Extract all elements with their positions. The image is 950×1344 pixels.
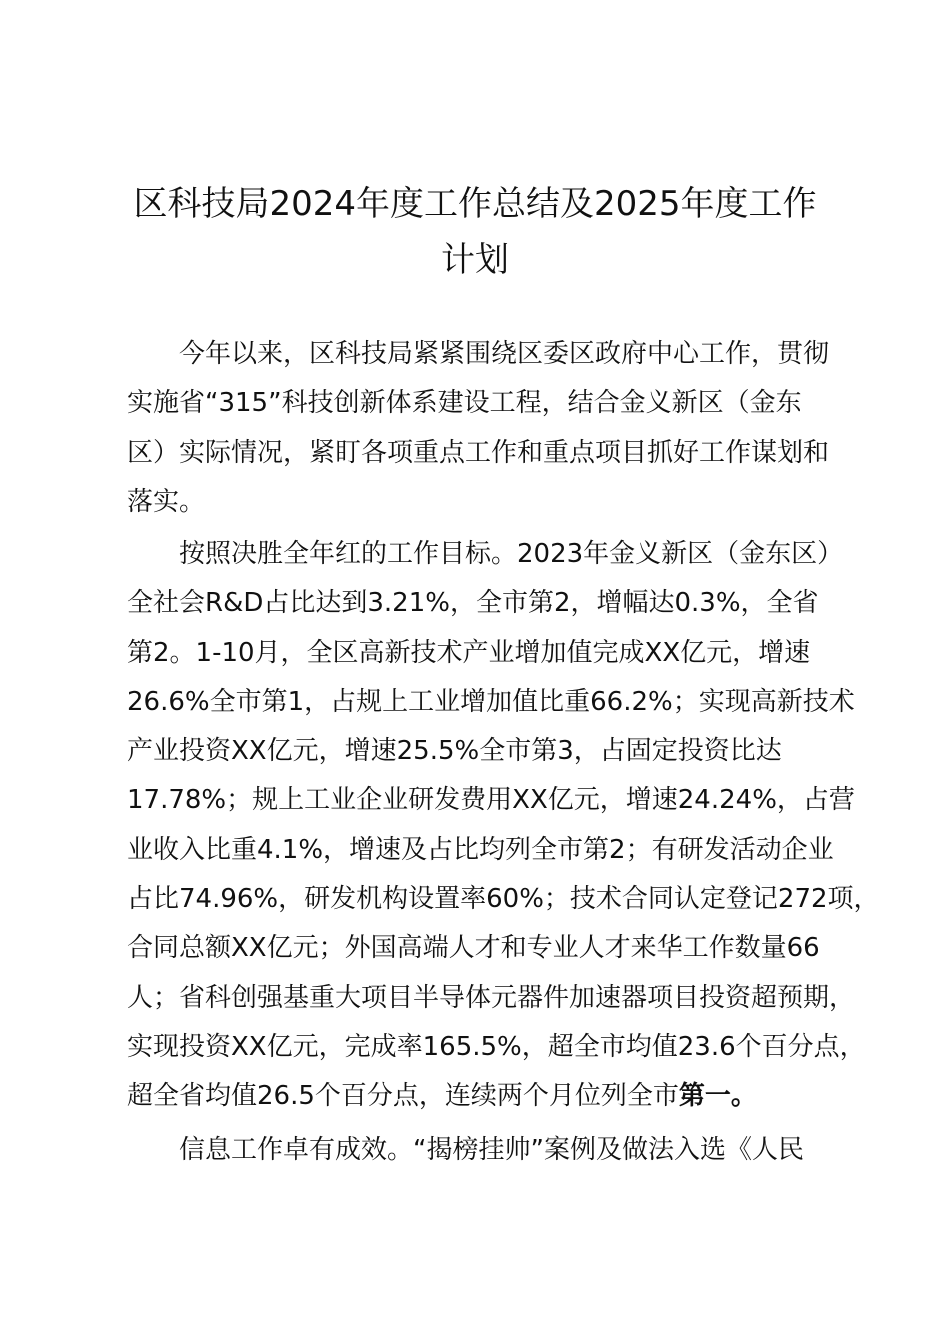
paragraph-line: 第2。1-10月，全区高新技术产业增加值完成XX亿元，增速 (127, 637, 811, 668)
document-title (120, 176, 830, 288)
paragraph-line: 人；省科创强基重大项目半导体元器件加速器项目投资超预期， (127, 982, 856, 1013)
paragraph-line-last (127, 1072, 837, 1121)
paragraph-line: 17.78%；规上工业企业研发费用XX亿元，增速24.24%，占营 (127, 785, 855, 816)
paragraph-line: 区）实际情况，紧盯各项重点工作和重点项目抓好工作谋划和 (127, 437, 830, 468)
bold-emphasis: 第一。 (678, 1081, 757, 1112)
paragraph-line: 全社会R&D占比达到3.21%，全市第2，增幅达0.3%，全省 (127, 588, 819, 619)
paragraph-intro (127, 330, 837, 527)
title-line: 计划 (441, 240, 509, 280)
paragraph-line: 按照决胜全年红的工作目标。2023年金义新区（金东区） (179, 539, 844, 569)
paragraph-line: 业收入比重4.1%，增速及占比均列全市第2；有研发活动企业 (127, 834, 834, 865)
paragraph-line: 今年以来，区科技局紧紧围绕区委区政府中心工作，贯彻 (179, 339, 830, 369)
paragraph-line: 信息工作卓有成效。“揭榜挂帅”案例及做法入选《人民 (179, 1135, 804, 1165)
paragraph-line: 合同总额XX亿元；外国高端人才和专业人才来华工作数量66 (127, 933, 820, 964)
title-line: 区科技局2024年度工作总结及2025年度工作 (133, 184, 817, 224)
paragraph-line: 实现投资XX亿元，完成率165.5%，超全市均值23.6个百分点， (127, 1031, 866, 1062)
paragraph-line: 实施省“315”科技创新体系建设工程，结合金义新区（金东 (127, 388, 802, 419)
paragraph-line: 产业投资XX亿元，增速25.5%全市第3，占固定投资比达 (127, 736, 782, 767)
paragraph-line: 26.6%全市第1，占规上工业增加值比重66.2%；实现高新技术 (127, 686, 855, 717)
paragraph-info-work (127, 1126, 837, 1175)
paragraph-text: 超全省均值26.5个百分点，连续两个月位列全市 (127, 1081, 679, 1112)
paragraph-line: 落实。 (127, 486, 206, 517)
paragraph-targets (127, 530, 880, 1122)
paragraph-line: 占比74.96%，研发机构设置率60%；技术合同认定登记272项， (127, 884, 880, 915)
